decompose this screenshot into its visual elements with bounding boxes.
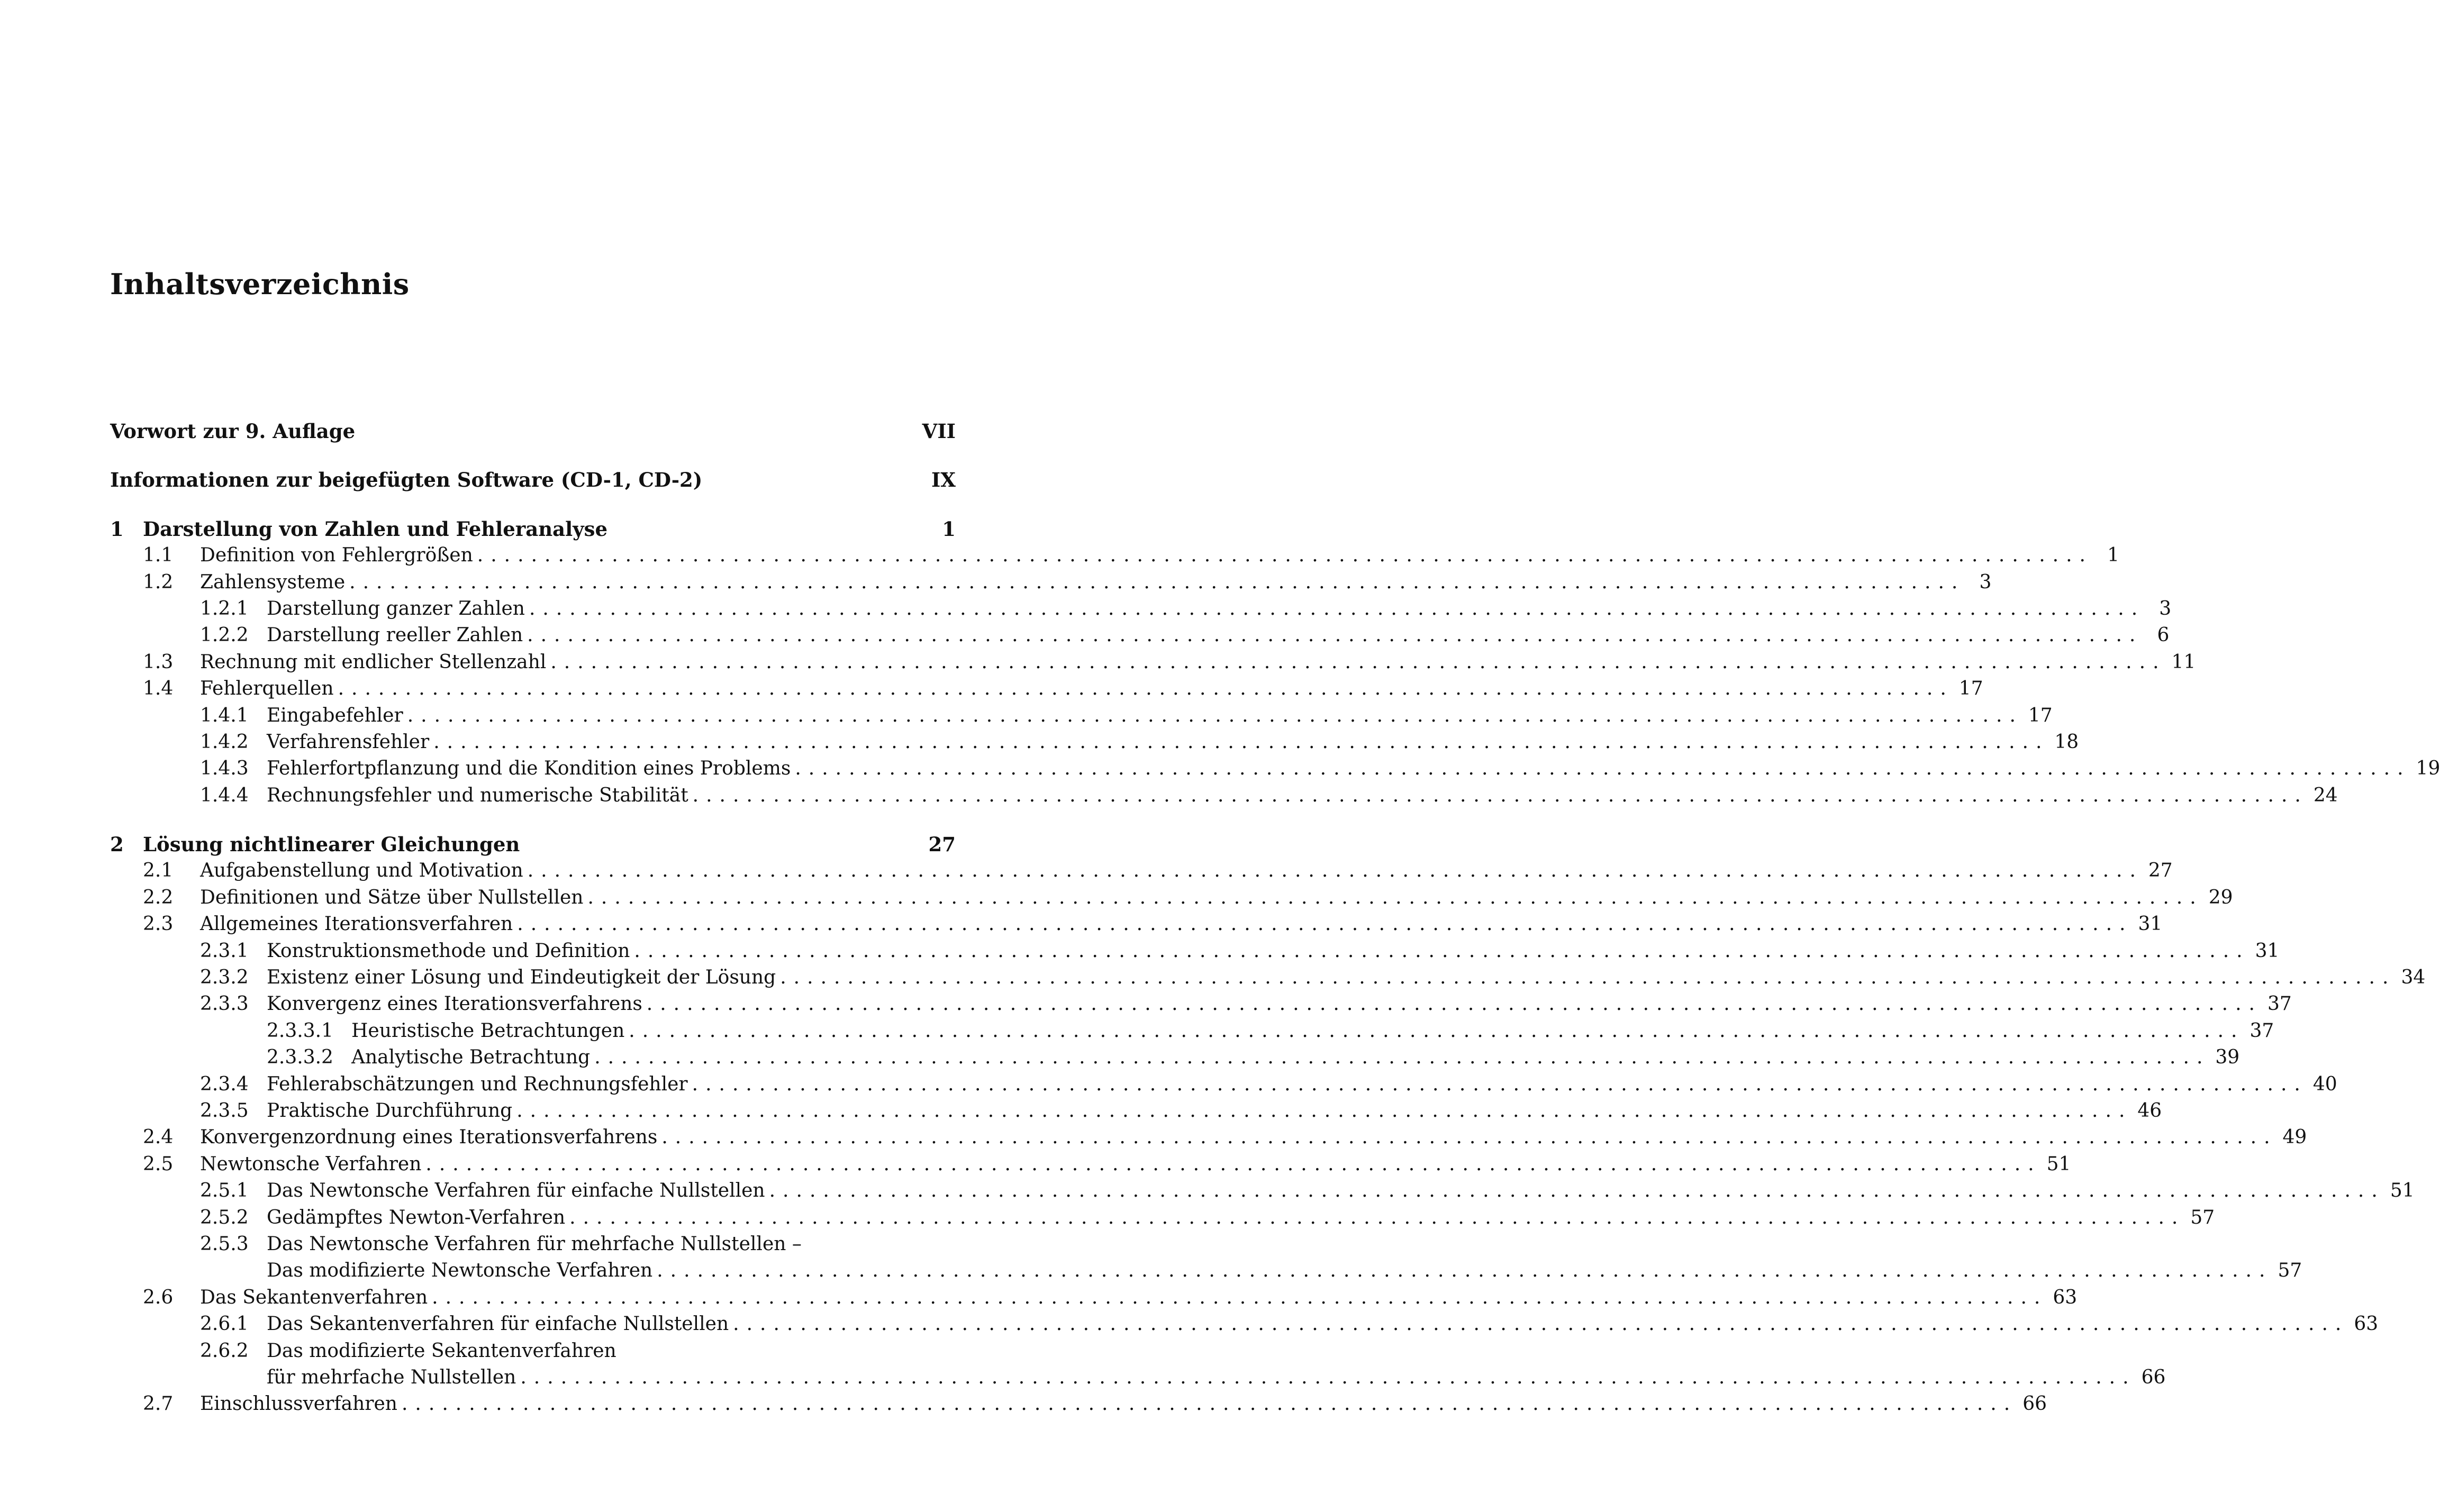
toc-leader: ........................................................................................................................ — [432, 1286, 2048, 1308]
toc-page-number: IX — [931, 468, 956, 492]
toc-entry-label: Konstruktionsmethode und Definition — [267, 940, 630, 962]
toc-page-number: 66 — [2022, 1393, 2047, 1415]
toc-entry-number: 2.3.3 — [200, 993, 249, 1015]
toc-entry-number: 2.3.3.2 — [267, 1046, 333, 1069]
toc-entry-continuation[interactable] — [110, 1364, 2166, 1391]
toc-entry-label: Aufgabenstellung und Motivation — [200, 860, 523, 882]
toc-entry-number: 2.5.2 — [200, 1206, 249, 1228]
toc-entry-number: 2.3.1 — [200, 940, 249, 962]
toc-leader: ........................................................................................................................ — [594, 1046, 2210, 1069]
toc-entry-number: 2.3.2 — [200, 967, 249, 989]
toc-entry-number: 1.3 — [143, 651, 174, 673]
toc-page-number: 51 — [2390, 1180, 2415, 1202]
toc-leader: ........................................................................................................................ — [795, 758, 2411, 780]
toc-entry-number: 2.5.1 — [200, 1180, 249, 1202]
toc-entry[interactable] — [110, 938, 2280, 964]
toc-page-number: 27 — [2148, 860, 2173, 882]
toc-page-number: 63 — [2354, 1313, 2379, 1335]
toc-page-number: 63 — [2053, 1286, 2078, 1308]
toc-entry-label: Konvergenzordnung eines Iterationsverfahrens — [200, 1126, 658, 1149]
toc-entry-number: 1.4.4 — [200, 784, 249, 806]
toc-page-number: 37 — [2249, 1019, 2274, 1042]
toc-page-number: 18 — [2054, 731, 2079, 753]
toc-page-number: 39 — [2215, 1046, 2240, 1069]
toc-page-number: 1 — [2107, 544, 2119, 567]
toc-page-number: 66 — [2141, 1366, 2166, 1388]
toc-page-number: 31 — [2255, 940, 2280, 962]
toc-entry-label: Informationen zur beigefügten Software (CD-1, CD-2) — [110, 468, 703, 492]
toc-page-number: 31 — [2138, 913, 2163, 935]
toc-page-number: 17 — [2028, 704, 2053, 726]
toc-entry[interactable] — [110, 1098, 2162, 1124]
toc-entry-number: 2.6.2 — [200, 1340, 249, 1362]
toc-entry-label: Zahlensysteme — [200, 571, 346, 593]
toc-entry[interactable] — [110, 1205, 2215, 1231]
toc-entry-number: 1 — [110, 517, 124, 541]
toc-entry[interactable] — [110, 1311, 2379, 1337]
toc-entry-number: 2.6 — [143, 1286, 174, 1308]
toc-page-number: 1 — [942, 517, 956, 541]
toc-page-number: 6 — [2157, 624, 2170, 646]
toc-entry[interactable] — [110, 1071, 2337, 1098]
toc-entry[interactable] — [110, 885, 2233, 911]
toc-page-number: 46 — [2137, 1099, 2162, 1122]
toc-page-number: 11 — [2171, 651, 2196, 673]
toc-entry-label: Das Sekantenverfahren für einfache Nullstellen — [267, 1313, 729, 1335]
toc-entry[interactable] — [110, 569, 1992, 596]
toc-entry-label: Newtonsche Verfahren — [200, 1153, 422, 1175]
toc-leader: ........................................................................................................................ — [769, 1180, 2385, 1202]
toc-leader: ........................................................................................................................ — [517, 913, 2133, 935]
toc-leader: ........................................................................................................................ — [520, 1366, 2136, 1388]
toc-leader: ........................................................................................................................ — [529, 597, 2145, 620]
toc-leader: ........................................................................................................................ — [349, 571, 1965, 593]
toc-entry-label: für mehrfache Nullstellen — [267, 1366, 516, 1388]
toc-entry-label: Analytische Betrachtung — [351, 1046, 591, 1069]
toc-page-number: 19 — [2416, 758, 2440, 780]
toc-entry-label: Definitionen und Sätze über Nullstellen — [200, 886, 584, 908]
toc-leader: ........................................................................................................................ — [516, 1099, 2133, 1122]
toc-entry-label: Darstellung von Zahlen und Fehleranalyse — [143, 517, 608, 541]
toc-entry-label: Existenz einer Lösung und Eindeutigkeit der Lösung — [267, 967, 776, 989]
toc-entry[interactable] — [110, 1178, 2415, 1204]
toc-entry-number: 1.4 — [143, 678, 174, 700]
toc-leader: ........................................................................................................................ — [407, 704, 2023, 726]
toc-entry[interactable] — [110, 729, 2079, 755]
toc-entry-label: Definition von Fehlergrößen — [200, 544, 473, 567]
toc-entry-number: 2.2 — [143, 886, 174, 908]
toc-page-number: 3 — [1979, 571, 1992, 593]
table-of-contents — [110, 418, 2440, 1418]
toc-leader: ........................................................................................................................ — [661, 1126, 2278, 1149]
toc-entry-label: Lösung nichtlinearer Gleichungen — [143, 833, 520, 857]
toc-page-number: 24 — [2313, 784, 2338, 806]
toc-leader: ........................................................................................................................ — [338, 678, 1954, 700]
toc-entry-number: 1.2 — [143, 571, 174, 593]
toc-entry[interactable] — [110, 596, 2172, 622]
toc-entry[interactable] — [110, 991, 2292, 1017]
toc-page-number: 49 — [2282, 1126, 2307, 1149]
toc-entry-label: Rechnung mit endlicher Stellenzahl — [200, 651, 547, 673]
toc-entry-number: 2.5 — [143, 1153, 174, 1175]
toc-entry[interactable] — [110, 1124, 2307, 1151]
toc-entry-number: 2.3.3.1 — [267, 1019, 333, 1042]
toc-leader: ........................................................................................................................ — [634, 940, 2250, 962]
toc-leader: ........................................................................................................................ — [646, 993, 2262, 1015]
toc-entry[interactable] — [110, 755, 2440, 782]
toc-entry[interactable] — [110, 858, 2173, 884]
toc-entry-software-info[interactable] — [110, 467, 956, 493]
toc-entry-label: Eingabefehler — [267, 704, 403, 726]
toc-entry-label: Rechnungsfehler und numerische Stabilität — [267, 784, 688, 806]
toc-leader: ........................................................................................................................ — [527, 860, 2143, 882]
toc-entry[interactable] — [110, 1018, 2274, 1044]
toc-page-number: 57 — [2190, 1206, 2215, 1228]
toc-entry-label: Das Sekantenverfahren — [200, 1286, 428, 1308]
toc-entry[interactable] — [110, 622, 2170, 649]
toc-leader: ........................................................................................................................ — [527, 624, 2143, 646]
toc-entry-continuation[interactable] — [110, 1258, 2302, 1284]
toc-entry-label: Einschlussverfahren — [200, 1393, 397, 1415]
toc-entry[interactable] — [110, 1338, 956, 1364]
toc-entry[interactable] — [110, 676, 1983, 702]
toc-leader: ........................................................................................................................ — [401, 1393, 2018, 1415]
toc-entry-label: Das modifizierte Sekantenverfahren — [267, 1340, 616, 1362]
toc-entry-label: Heuristische Betrachtungen — [351, 1019, 625, 1042]
toc-entry-label: Fehlerquellen — [200, 678, 334, 700]
toc-entry[interactable] — [110, 649, 2196, 676]
toc-entry-label: Das Newtonsche Verfahren für mehrfache Nullstellen – — [267, 1233, 802, 1255]
toc-entry[interactable] — [110, 1151, 2071, 1178]
toc-leader: ........................................................................................................................ — [433, 731, 2049, 753]
toc-page-number: 51 — [2046, 1153, 2071, 1175]
toc-entry-label: Allgemeines Iterationsverfahren — [200, 913, 513, 935]
toc-page-number: VII — [922, 420, 956, 443]
toc-entry-label: Darstellung reeller Zahlen — [267, 624, 523, 646]
toc-entry-label: Verfahrensfehler — [267, 731, 430, 753]
toc-entry-number: 1.4.1 — [200, 704, 249, 726]
toc-page-number: 57 — [2278, 1260, 2302, 1282]
toc-entry-preface[interactable] — [110, 418, 956, 444]
toc-entry-number: 2.1 — [143, 860, 174, 882]
toc-entry-label: Gedämpftes Newton-Verfahren — [267, 1206, 566, 1228]
toc-entry-number: 2.3 — [143, 913, 174, 935]
toc-leader: ........................................................................................................................ — [692, 1073, 2308, 1095]
toc-page-number: 37 — [2267, 993, 2292, 1015]
toc-entry-label: Das modifizierte Newtonsche Verfahren — [267, 1260, 653, 1282]
toc-entry-label: Konvergenz eines Iterationsverfahrens — [267, 993, 642, 1015]
toc-chapter-2[interactable] — [110, 831, 956, 858]
toc-entry-label: Darstellung ganzer Zahlen — [267, 597, 525, 620]
toc-entry-number: 2.7 — [143, 1393, 174, 1415]
toc-entry-number: 2.6.1 — [200, 1313, 249, 1335]
toc-page-number: 29 — [2208, 886, 2233, 908]
toc-leader: ........................................................................................................................ — [692, 784, 2308, 806]
toc-entry-number: 2.3.4 — [200, 1073, 249, 1095]
page-title: Inhaltsverzeichnis — [110, 267, 410, 301]
toc-leader: ........................................................................................................................ — [477, 544, 2093, 567]
toc-entry-label: Das Newtonsche Verfahren für einfache Nullstellen — [267, 1180, 765, 1202]
toc-entry-number: 1.2.2 — [200, 624, 249, 646]
toc-page-number: 40 — [2312, 1073, 2337, 1095]
toc-entry-number: 1.4.2 — [200, 731, 249, 753]
toc-leader: ........................................................................................................................ — [629, 1019, 2245, 1042]
toc-entry[interactable] — [110, 703, 2053, 729]
toc-entry[interactable] — [110, 1231, 956, 1258]
toc-page-number: 27 — [928, 833, 956, 857]
toc-leader: ........................................................................................................................ — [587, 886, 2203, 908]
toc-leader: ........................................................................................................................ — [780, 967, 2396, 989]
toc-entry-number: 2.5.3 — [200, 1233, 249, 1255]
toc-entry-label: Fehlerfortpflanzung und die Kondition eines Problems — [267, 758, 791, 780]
toc-entry-number: 2 — [110, 833, 124, 857]
toc-leader: ........................................................................................................................ — [569, 1206, 2185, 1228]
toc-entry[interactable] — [110, 964, 2426, 991]
toc-leader: ........................................................................................................................ — [733, 1313, 2349, 1335]
toc-page-number: 34 — [2401, 967, 2426, 989]
toc-entry[interactable] — [110, 1285, 2078, 1311]
toc-entry[interactable] — [110, 911, 2163, 937]
toc-entry-number: 1.4.3 — [200, 758, 249, 780]
toc-entry[interactable] — [110, 1391, 2047, 1417]
toc-entry[interactable] — [110, 1044, 2240, 1071]
toc-entry-number: 2.3.5 — [200, 1099, 249, 1122]
toc-entry-number: 1.1 — [143, 544, 174, 567]
toc-entry-number: 1.2.1 — [200, 597, 249, 620]
toc-entry-label: Praktische Durchführung — [267, 1099, 513, 1122]
toc-leader: ........................................................................................................................ — [425, 1153, 2042, 1175]
toc-entry-label: Vorwort zur 9. Auflage — [110, 420, 356, 443]
toc-entry-label: Fehlerabschätzungen und Rechnungsfehler — [267, 1073, 688, 1095]
toc-leader: ........................................................................................................................ — [657, 1260, 2273, 1282]
page-content — [110, 0, 2440, 1512]
toc-entry[interactable] — [110, 782, 2338, 809]
toc-page-number: 17 — [1958, 678, 1983, 700]
toc-entry-number: 2.4 — [143, 1126, 174, 1149]
toc-leader: ........................................................................................................................ — [550, 651, 2166, 673]
toc-page-number: 3 — [2159, 597, 2172, 620]
toc-chapter-1[interactable] — [110, 516, 956, 542]
toc-entry[interactable] — [110, 542, 2119, 569]
